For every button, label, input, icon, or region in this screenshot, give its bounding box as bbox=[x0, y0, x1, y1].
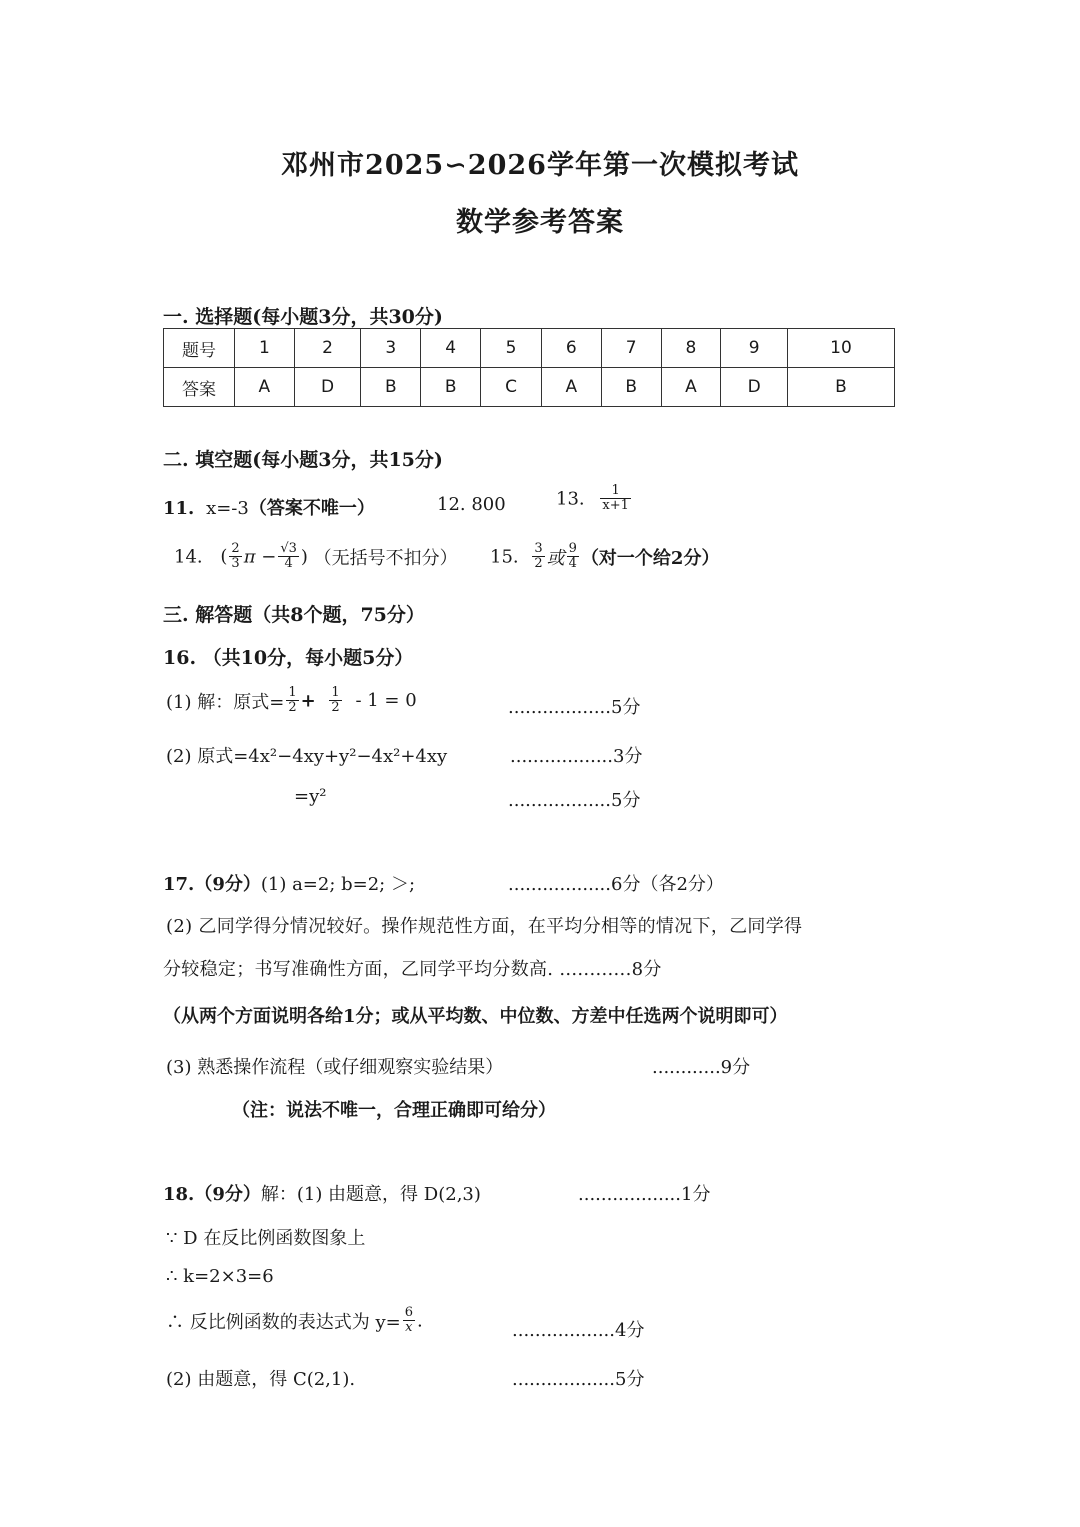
table-cell: A bbox=[235, 368, 295, 407]
q16-part1 bbox=[166, 686, 417, 716]
table-row-numbers bbox=[164, 329, 895, 368]
q18-part1-answer: 解：(1) 由题意，得 D(2,3) bbox=[260, 1184, 481, 1205]
table-cell: 6 bbox=[541, 329, 601, 368]
q17-note: （注：说法不唯一，合理正确即可给分） bbox=[232, 1100, 556, 1121]
table-row-answers bbox=[164, 368, 895, 407]
q18-fraction-num: 6 bbox=[404, 1305, 413, 1320]
q18-fraction-den: x bbox=[405, 1320, 413, 1336]
q14-fraction-a-num: 2 bbox=[231, 541, 240, 556]
q15-fraction-a bbox=[532, 542, 544, 572]
q18-line4 bbox=[166, 1306, 423, 1336]
q17-part3: (3) 熟悉操作流程（或仔细观察实验结果） bbox=[166, 1057, 504, 1078]
q18-part1 bbox=[163, 1180, 481, 1206]
q14-line bbox=[174, 542, 458, 572]
table-cell: B bbox=[601, 368, 661, 407]
answer-table bbox=[163, 328, 895, 407]
q18-part1-score: ..................1分 bbox=[578, 1184, 711, 1205]
table-cell: B bbox=[361, 368, 421, 407]
q17-part3-score: ............9分 bbox=[652, 1057, 751, 1078]
q16-heading: 16. （共10分，每小题5分） bbox=[163, 647, 414, 669]
table-cell: 8 bbox=[661, 329, 721, 368]
table-header-cell: 题号 bbox=[164, 329, 235, 368]
q16-part1-tail: - 1 = 0 bbox=[355, 690, 417, 712]
q18-line3: ∴ k=2×3=6 bbox=[166, 1266, 274, 1287]
q14-number: 14. bbox=[174, 546, 203, 568]
q18-fraction bbox=[403, 1306, 415, 1336]
q15-number: 15. bbox=[490, 546, 519, 568]
q15-fraction-a-num: 3 bbox=[534, 541, 543, 556]
table-cell: 2 bbox=[294, 329, 361, 368]
q12-answer: 12. 800 bbox=[437, 494, 506, 515]
q16-fraction-2-den: 2 bbox=[331, 700, 340, 716]
q14-mid: π − bbox=[243, 546, 277, 568]
q17-part2-line1: (2) 乙同学得分情况较好。操作规范性方面，在平均分相等的情况下，乙同学得 bbox=[166, 916, 803, 937]
table-cell: 10 bbox=[787, 329, 894, 368]
q17-part1-score: ..................6分（各2分） bbox=[508, 874, 724, 895]
table-cell: A bbox=[661, 368, 721, 407]
q15-fraction-b-num: 9 bbox=[568, 541, 577, 556]
q17-part1-answer: (1) a=2; b=2; ＞; bbox=[260, 874, 416, 895]
q15-note: （对一个给2分） bbox=[580, 547, 720, 569]
section3-heading: 三. 解答题（共8个题，75分） bbox=[163, 604, 425, 626]
table-cell: 9 bbox=[721, 329, 788, 368]
q14-fraction-a bbox=[229, 542, 241, 572]
q11-note: （答案不唯一） bbox=[248, 498, 375, 519]
q17-part2-note: （从两个方面说明各给1分；或从平均数、中位数、方差中任选两个说明即可） bbox=[163, 1006, 788, 1027]
q14-close: ) bbox=[300, 546, 308, 568]
table-cell: D bbox=[721, 368, 788, 407]
q16-plus: + bbox=[300, 690, 316, 712]
q17-part2-line2: 分较稳定；书写准确性方面，乙同学平均分数高. ............8分 bbox=[163, 959, 662, 980]
table-cell: 7 bbox=[601, 329, 661, 368]
table-cell: 3 bbox=[361, 329, 421, 368]
q15-fraction-a-den: 2 bbox=[534, 556, 543, 572]
q13-number: 13. bbox=[556, 488, 585, 510]
exam-subtitle: 数学参考答案 bbox=[456, 207, 624, 238]
q13-fraction bbox=[600, 484, 631, 514]
table-cell: 5 bbox=[481, 329, 542, 368]
section1-heading: 一. 选择题(每小题3分，共30分) bbox=[163, 306, 443, 328]
q16-fraction-2-num: 1 bbox=[331, 685, 340, 700]
q14-fraction-b-den: 4 bbox=[284, 556, 293, 572]
q16-fraction-2 bbox=[329, 686, 341, 716]
table-cell: B bbox=[787, 368, 894, 407]
q18-line4-dot: . bbox=[416, 1310, 423, 1332]
q14-open: ( bbox=[220, 546, 228, 568]
q15-or: 或 bbox=[546, 547, 565, 569]
exam-title: 邓州市2025∽2026学年第一次模拟考试 bbox=[281, 150, 799, 181]
q15-line bbox=[490, 542, 719, 572]
q15-fraction-b-den: 4 bbox=[568, 556, 577, 572]
table-cell: D bbox=[294, 368, 361, 407]
q13-denominator: x+1 bbox=[602, 498, 629, 514]
table-cell: 4 bbox=[421, 329, 481, 368]
q16-part1-score: ..................5分 bbox=[508, 697, 641, 718]
q16-fraction-1-den: 2 bbox=[288, 700, 297, 716]
q16-part2-result: =y² bbox=[294, 786, 327, 807]
q14-note: （无括号不扣分） bbox=[313, 547, 458, 569]
table-cell: A bbox=[541, 368, 601, 407]
table-header-cell: 答案 bbox=[164, 368, 235, 407]
q14-fraction-b bbox=[278, 542, 299, 572]
q13-line bbox=[556, 484, 633, 514]
q17-part1 bbox=[163, 870, 415, 896]
q17-number: 17.（9分） bbox=[163, 874, 261, 895]
q11-line bbox=[163, 494, 375, 520]
table-cell: C bbox=[481, 368, 542, 407]
table-cell: 1 bbox=[235, 329, 295, 368]
q16-fraction-1-num: 1 bbox=[288, 685, 297, 700]
q16-part2-score2: ..................5分 bbox=[508, 790, 641, 811]
q11-answer: x=-3 bbox=[206, 498, 249, 519]
q14-fraction-b-num: √3 bbox=[280, 541, 297, 556]
table-cell: B bbox=[421, 368, 481, 407]
q18-line2: ∵ D 在反比例函数图象上 bbox=[166, 1228, 366, 1249]
q13-numerator: 1 bbox=[600, 484, 631, 499]
q11-number: 11. bbox=[163, 498, 195, 519]
q16-fraction-1 bbox=[286, 686, 298, 716]
section2-heading: 二. 填空题(每小题3分，共15分) bbox=[163, 449, 443, 471]
q14-fraction-a-den: 3 bbox=[231, 556, 240, 572]
q18-line4-lead: ∴ 反比例函数的表达式为 y= bbox=[166, 1311, 401, 1333]
q18-part2: (2) 由题意，得 C(2,1). bbox=[166, 1369, 356, 1390]
q16-part2-score: ..................3分 bbox=[510, 746, 643, 767]
q18-number: 18.（9分） bbox=[163, 1184, 261, 1205]
q18-line4-score: ..................4分 bbox=[512, 1320, 645, 1341]
q15-fraction-b bbox=[567, 542, 579, 572]
q18-part2-score: ..................5分 bbox=[512, 1369, 645, 1390]
q16-part1-lead: (1) 解：原式= bbox=[166, 691, 285, 713]
q16-part2: (2) 原式=4x²−4xy+y²−4x²+4xy bbox=[166, 746, 448, 767]
